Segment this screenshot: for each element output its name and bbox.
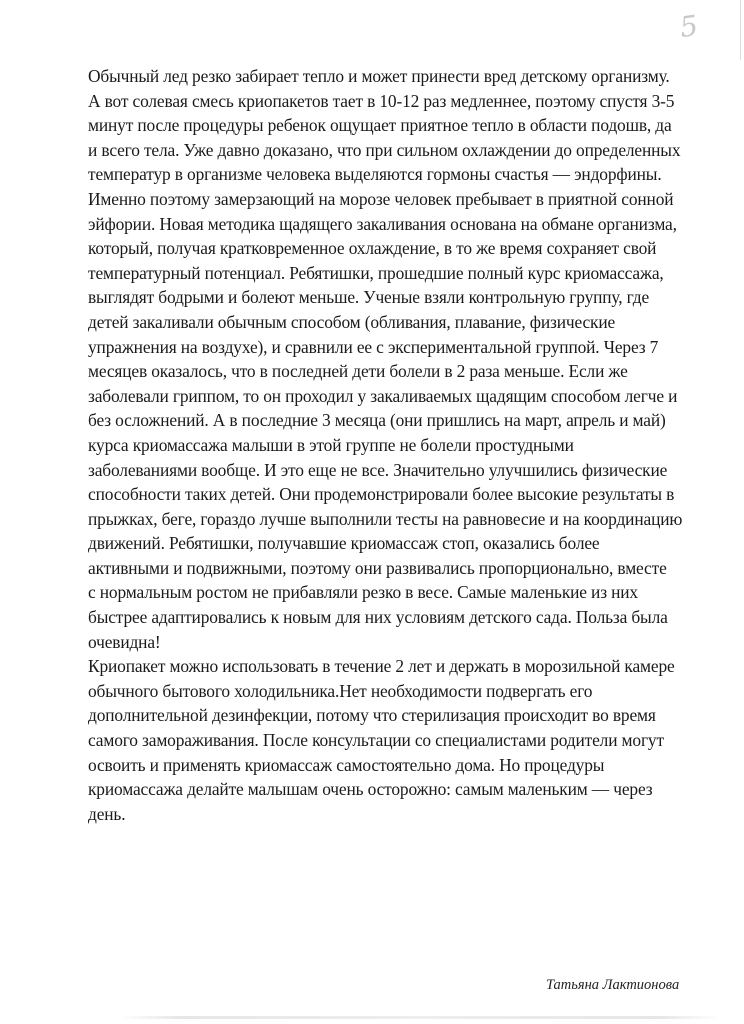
text-line: освоить и применять криомассаж самостоятельно дома. Но процедуры [88, 754, 605, 775]
text-line: Именно поэтому замерзающий на морозе человек пребывает в приятной сонной [88, 188, 674, 209]
text-line: активными и подвижными, поэтому они развивались пропорционально, вместе [88, 557, 667, 578]
text-line: без осложнений. А в последние 3 месяца (они пришлись на март, апрель и май) [88, 410, 666, 431]
text-line: заболеваниями вообще. И это еще не все. Значительно улучшились физические [88, 459, 668, 480]
page-number: 5 [677, 8, 701, 45]
scan-smudge [120, 1016, 720, 1019]
text-line: дополнительной дезинфекции, потому что стерилизация происходит во время [88, 705, 656, 726]
text-line: криомассажа делайте малышам очень осторожно: самым маленьким — через [88, 779, 653, 800]
text-line: движений. Ребятишки, получавшие криомассаж стоп, оказались более [88, 533, 600, 554]
scan-edge-line [740, 0, 741, 60]
text-line: Обычный лед резко забирает тепло и может принести вред детскому организму. [88, 66, 670, 86]
text-line: эйфории. Новая методика щадящего закаливания основана на обмане организма, [88, 213, 677, 234]
text-line: который, получая кратковременное охлаждение, в то же время сохраняет свой [88, 238, 657, 259]
text-line: самого замораживания. После консультации со специалистами родители могут [88, 730, 664, 751]
text-line: температурный потенциал. Ребятишки, прошедшие полный курс криомассажа, [88, 262, 664, 283]
text-line: и всего тела. Уже давно доказано, что при сильном охлаждении до определенных [88, 139, 681, 160]
text-line: минут после процедуры ребенок ощущает приятное тепло в области подошв, да [88, 115, 672, 136]
text-line: быстрее адаптировались к новым для них условиям детского сада. Польза была [88, 607, 668, 628]
text-line: Криопакет можно использовать в течение 2 лет и держать в морозильной камере [88, 656, 675, 677]
text-line: выглядят бодрыми и болеют меньше. Ученые взяли контрольную группу, где [88, 287, 650, 308]
text-line: с нормальным ростом не прибавляли резко в весе. Самые маленькие из них [88, 582, 638, 603]
text-line: обычного бытового холодильника.Нет необходимости подвергать его [88, 680, 593, 701]
text-line: способности таких детей. Они продемонстрировали более высокие результаты в [88, 484, 675, 505]
article-body [88, 64, 728, 826]
author-signature: Татьяна Лактионова [546, 977, 680, 993]
text-line: А вот солевая смесь криопакетов тает в 10-12 раз медленнее, поэтому спустя 3-5 [88, 90, 675, 111]
text-line: заболевали гриппом, то он проходил у закаливаемых щадящим способом легче и [88, 385, 678, 406]
text-line: очевидна! [88, 631, 161, 652]
text-line: курса криомассажа малыши в этой группе не болели простудными [88, 434, 574, 455]
text-line: температур в организме человека выделяются гормоны счастья — эндорфины. [88, 164, 662, 185]
text-line: прыжках, беге, гораздо лучше выполнили тесты на равновесие и на координацию [88, 508, 683, 529]
text-line: упражнения на воздухе), и сравнили ее с экспериментальной группой. Через 7 [88, 336, 659, 357]
text-line: детей закаливали обычным способом (обливания, плавание, физические [88, 311, 616, 332]
text-line: день. [88, 803, 126, 824]
text-line: месяцев оказалось, что в последней дети болели в 2 раза меньше. Если же [88, 361, 628, 382]
